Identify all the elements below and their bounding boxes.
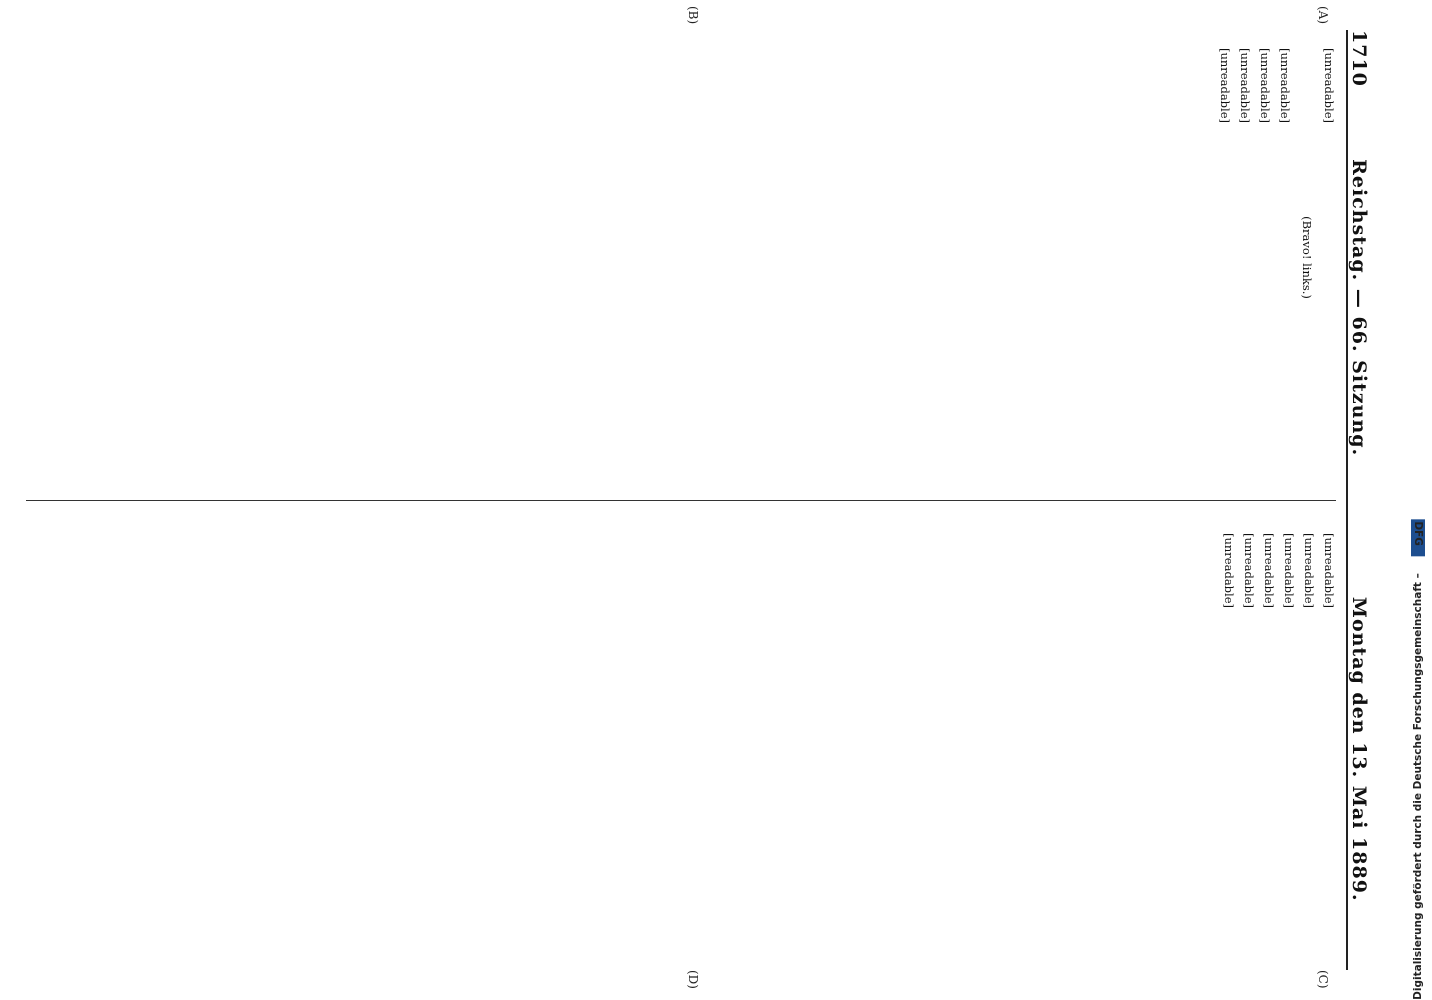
header-left-title: Reichstag. — 66. Sitzung. xyxy=(1348,159,1370,457)
digitization-credit-text: Digitalisierung gefördert durch die Deutsche Forschungsgemeinschaft – xyxy=(1412,573,1424,1000)
margin-marker-d: (D) xyxy=(686,970,700,989)
left-paragraph-3: [unreadable] xyxy=(1258,48,1273,124)
column-rule xyxy=(26,500,1336,501)
left-paragraph-1: [unreadable] xyxy=(1322,48,1336,124)
margin-marker-b: (B) xyxy=(686,6,700,25)
left-paragraph-2: [unreadable] xyxy=(1278,48,1293,124)
digitization-credit-bar xyxy=(1404,0,1432,1000)
right-paragraph-1: [unreadable] xyxy=(1322,533,1336,609)
dfg-logo-badge: DFG xyxy=(1411,519,1425,556)
page-number: 1710 xyxy=(1348,30,1370,87)
right-paragraph-5: [unreadable] xyxy=(1242,533,1257,609)
left-paragraph-5: [unreadable] xyxy=(1218,48,1233,124)
left-column xyxy=(26,30,1336,485)
digitization-credit xyxy=(1411,509,1425,1000)
applause-note: (Bravo! links.) xyxy=(1300,216,1315,299)
right-paragraph-2: [unreadable] xyxy=(1302,533,1317,609)
right-paragraph-3: [unreadable] xyxy=(1282,533,1297,609)
right-paragraph-4: [unreadable] xyxy=(1262,533,1277,609)
margin-marker-a: (A) xyxy=(1316,6,1330,25)
left-paragraph-4: [unreadable] xyxy=(1238,48,1253,124)
header-right-title: Montag den 13. Mai 1889. xyxy=(1348,596,1370,902)
right-column xyxy=(26,515,1336,970)
page-header xyxy=(1346,30,1388,970)
margin-marker-c: (C) xyxy=(1316,970,1330,989)
interjection-note: [unreadable] xyxy=(1222,533,1237,609)
